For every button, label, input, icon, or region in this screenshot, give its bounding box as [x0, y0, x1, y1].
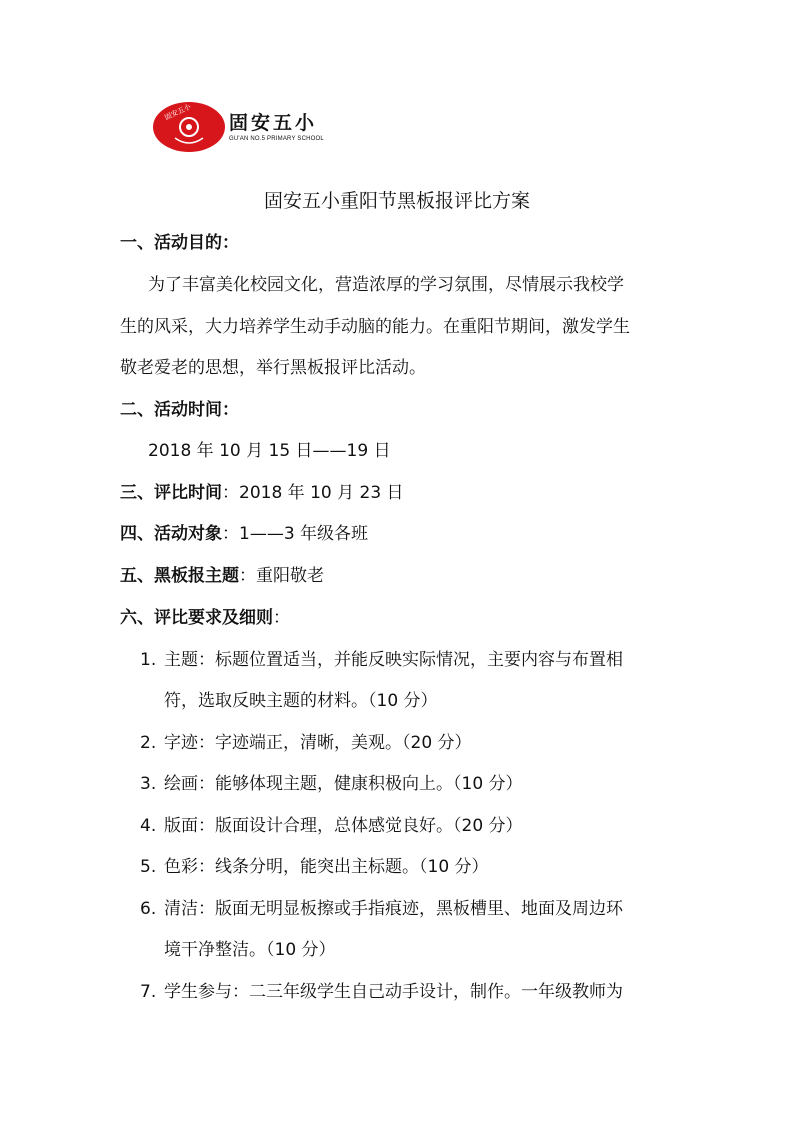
theme-row: [120, 564, 324, 588]
target-row: [120, 522, 368, 546]
seal-char-1: 固安五小: [163, 102, 193, 122]
time-value: 2018 年 10 月 15 日——19 日: [148, 441, 391, 461]
time-heading: 二、活动时间：: [120, 400, 239, 420]
list-item-number: 7.: [140, 982, 157, 1002]
eval-time-value: ：2018 年 10 月 23 日: [222, 483, 404, 503]
eval-time-label: 三、评比时间: [120, 483, 222, 503]
theme-value: ：重阳敬老: [239, 566, 324, 586]
target-label: 四、活动对象: [120, 524, 222, 544]
requirements-colon: ：: [273, 608, 290, 628]
eval-time-row: [120, 481, 404, 505]
list-item-number: 3.: [140, 774, 157, 794]
logo-school-subtitle: GU'AN NO.5 PRIMARY SCHOOL: [229, 136, 324, 142]
school-seal-icon: [153, 102, 225, 152]
list-item-number: 4.: [140, 816, 157, 836]
school-logo: [153, 96, 328, 158]
list-item-text: 学生参与：二三年级学生自己动手设计，制作。一年级教师为: [164, 982, 623, 1002]
list-item-text: 主题：标题位置适当，并能反映实际情况，主要内容与布置相: [164, 650, 623, 670]
purpose-line-1: 为了丰富美化校园文化，营造浓厚的学习氛围，尽情展示我校学: [148, 275, 624, 295]
logo-school-name: 固安五小: [229, 112, 318, 134]
document-title: 固安五小重阳节黑板报评比方案: [263, 190, 530, 212]
purpose-line-2: 生的风采，大力培养学生动手动脑的能力。在重阳节期间，激发学生: [120, 317, 630, 337]
list-item-text: 境干净整洁。（10 分）: [164, 940, 336, 960]
requirements-label: 六、评比要求及细则: [120, 608, 273, 628]
list-item-number: 1.: [140, 650, 157, 670]
list-item-text: 绘画：能够体现主题，健康积极向上。（10 分）: [164, 774, 523, 794]
purpose-heading: 一、活动目的：: [120, 233, 239, 253]
list-item-number: 5.: [140, 857, 157, 877]
requirements-row: [120, 606, 290, 630]
list-item-text: 清洁：版面无明显板擦或手指痕迹，黑板槽里、地面及周边环: [164, 899, 623, 919]
list-item-number: 6.: [140, 899, 157, 919]
list-item-text: 字迹：字迹端正，清晰，美观。（20 分）: [164, 733, 472, 753]
theme-label: 五、黑板报主题: [120, 566, 239, 586]
list-item-text: 符，选取反映主题的材料。（10 分）: [164, 691, 438, 711]
list-item-text: 色彩：线条分明，能突出主标题。（10 分）: [164, 857, 489, 877]
list-item-text: 版面：版面设计合理，总体感觉良好。（20 分）: [164, 816, 523, 836]
purpose-line-3: 敬老爱老的思想，举行黑板报评比活动。: [120, 358, 426, 378]
target-value: ：1——3 年级各班: [222, 524, 369, 544]
list-item-number: 2.: [140, 733, 157, 753]
